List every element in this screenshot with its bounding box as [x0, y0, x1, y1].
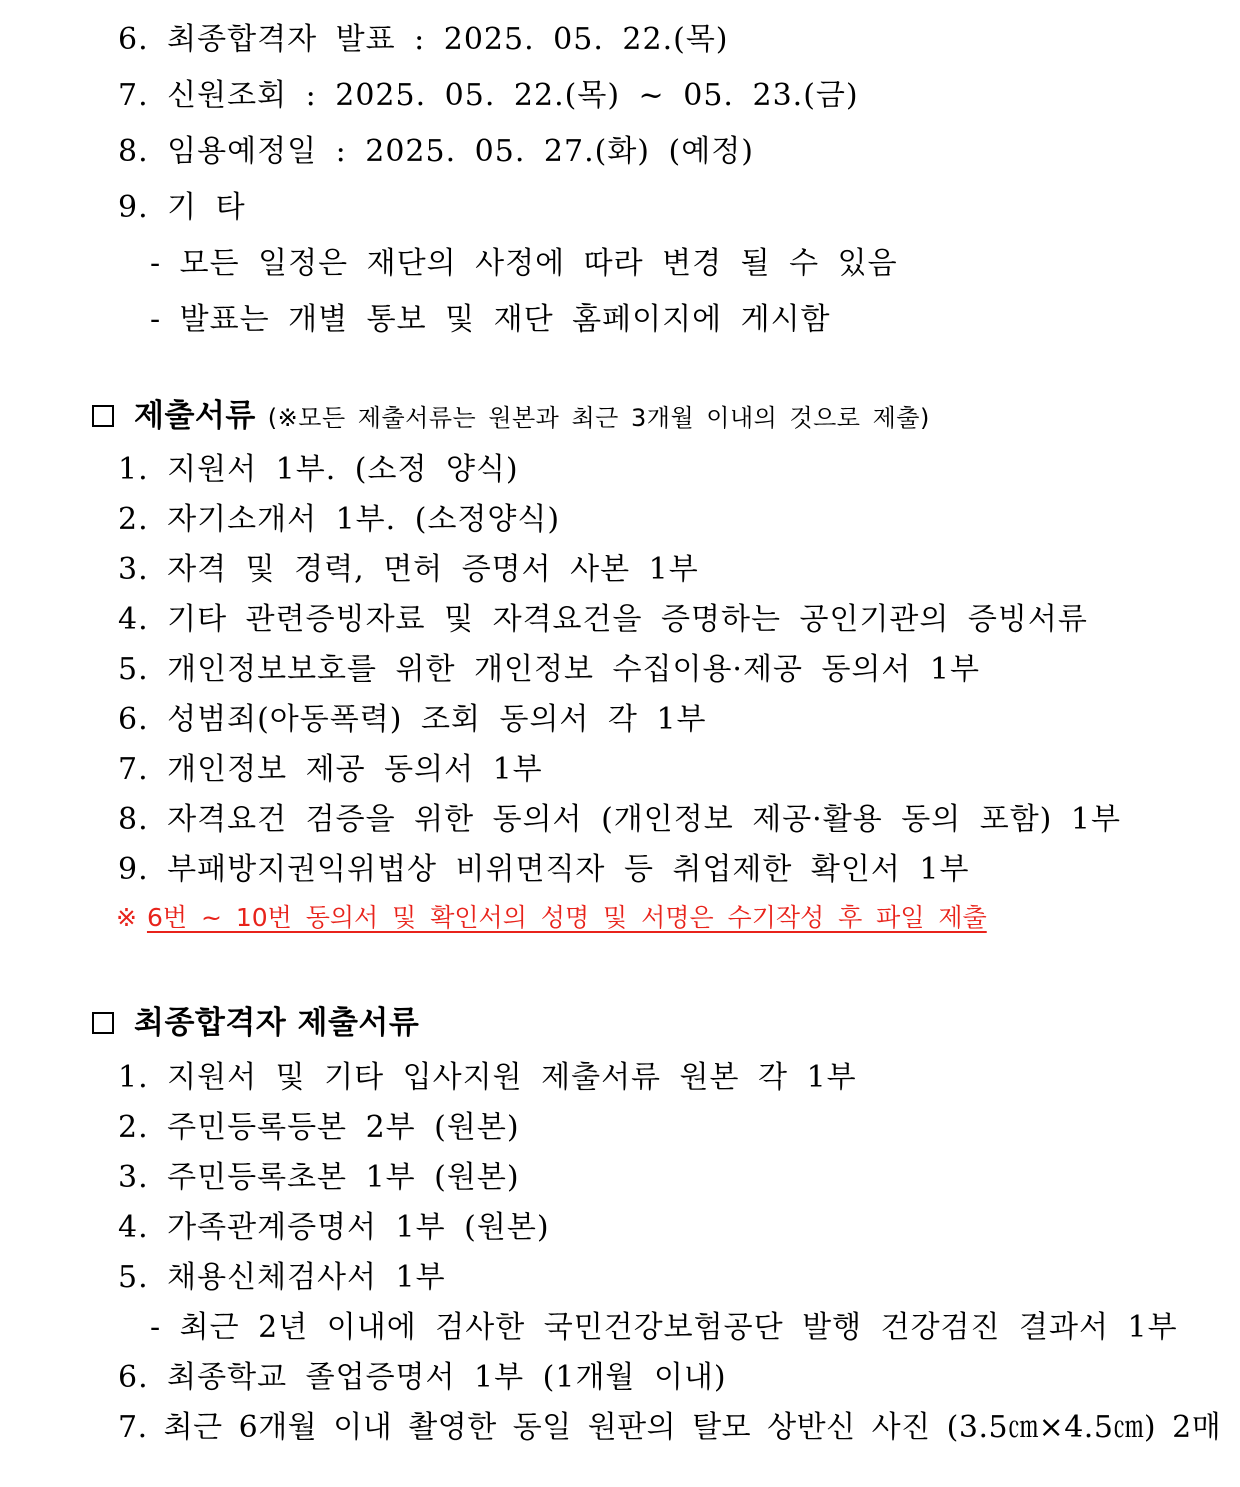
documents-item-9: 9. 부패방지권익위법상 비위면직자 등 취업제한 확인서 1부 — [118, 852, 970, 887]
final-documents-item-1: 1. 지원서 및 기타 입사지원 제출서류 원본 각 1부 — [118, 1060, 857, 1095]
documents-item-4: 4. 기타 관련증빙자료 및 자격요건을 증명하는 공인기관의 증빙서류 — [118, 602, 1088, 637]
documents-item-8: 8. 자격요건 검증을 위한 동의서 (개인정보 제공·활용 동의 포함) 1부 — [118, 802, 1121, 837]
schedule-item-final-announcement: 6. 최종합격자 발표 : 2025. 05. 22.(목) — [118, 22, 729, 57]
documents-item-1: 1. 지원서 1부. (소정 양식) — [118, 452, 519, 487]
checkbox-icon — [92, 405, 114, 427]
schedule-item-background-check: 7. 신원조회 : 2025. 05. 22.(목) ~ 05. 23.(금) — [118, 78, 859, 113]
final-documents-item-4: 4. 가족관계증명서 1부 (원본) — [118, 1210, 550, 1245]
schedule-item-others: 9. 기 타 — [118, 190, 246, 225]
schedule-note-change: - 모든 일정은 재단의 사정에 따라 변경 될 수 있음 — [150, 246, 898, 281]
checkbox-icon — [92, 1012, 114, 1034]
schedule-item-appointment-date: 8. 임용예정일 : 2025. 05. 27.(화) (예정) — [118, 134, 754, 169]
documents-item-5: 5. 개인정보보호를 위한 개인정보 수집이용·제공 동의서 1부 — [118, 652, 981, 687]
final-documents-section-header — [92, 1003, 419, 1043]
documents-warning — [116, 900, 987, 936]
documents-item-6: 6. 성범죄(아동폭력) 조회 동의서 각 1부 — [118, 702, 707, 737]
schedule-note-announcement: - 발표는 개별 통보 및 재단 홈페이지에 게시함 — [150, 302, 831, 337]
final-documents-section-title: 최종합격자 제출서류 — [134, 1005, 420, 1041]
final-documents-item-5-note: - 최근 2년 이내에 검사한 국민건강보험공단 발행 건강검진 결과서 1부 — [150, 1310, 1178, 1345]
final-documents-item-7: 7. 최근 6개월 이내 촬영한 동일 원판의 탈모 상반신 사진 (3.5㎝×4.5㎝) 2매 — [118, 1410, 1222, 1445]
documents-section-header — [92, 396, 930, 438]
documents-warning-text: 6번 ~ 10번 동의서 및 확인서의 성명 및 서명은 수기작성 후 파일 제출 — [146, 903, 987, 932]
final-documents-item-5: 5. 채용신체검사서 1부 — [118, 1260, 446, 1295]
final-documents-item-3: 3. 주민등록초본 1부 (원본) — [118, 1160, 520, 1195]
final-documents-item-6: 6. 최종학교 졸업증명서 1부 (1개월 이내) — [118, 1360, 727, 1395]
reference-mark-icon: ※ — [116, 903, 137, 932]
documents-item-3: 3. 자격 및 경력, 면허 증명서 사본 1부 — [118, 552, 699, 587]
documents-item-2: 2. 자기소개서 1부. (소정양식) — [118, 502, 561, 537]
final-documents-item-2: 2. 주민등록등본 2부 (원본) — [118, 1110, 520, 1145]
documents-section-note: (※모든 제출서류는 원본과 최근 3개월 이내의 것으로 제출) — [267, 404, 930, 432]
documents-item-7: 7. 개인정보 제공 동의서 1부 — [118, 752, 543, 787]
documents-section-title: 제출서류 — [134, 398, 256, 434]
